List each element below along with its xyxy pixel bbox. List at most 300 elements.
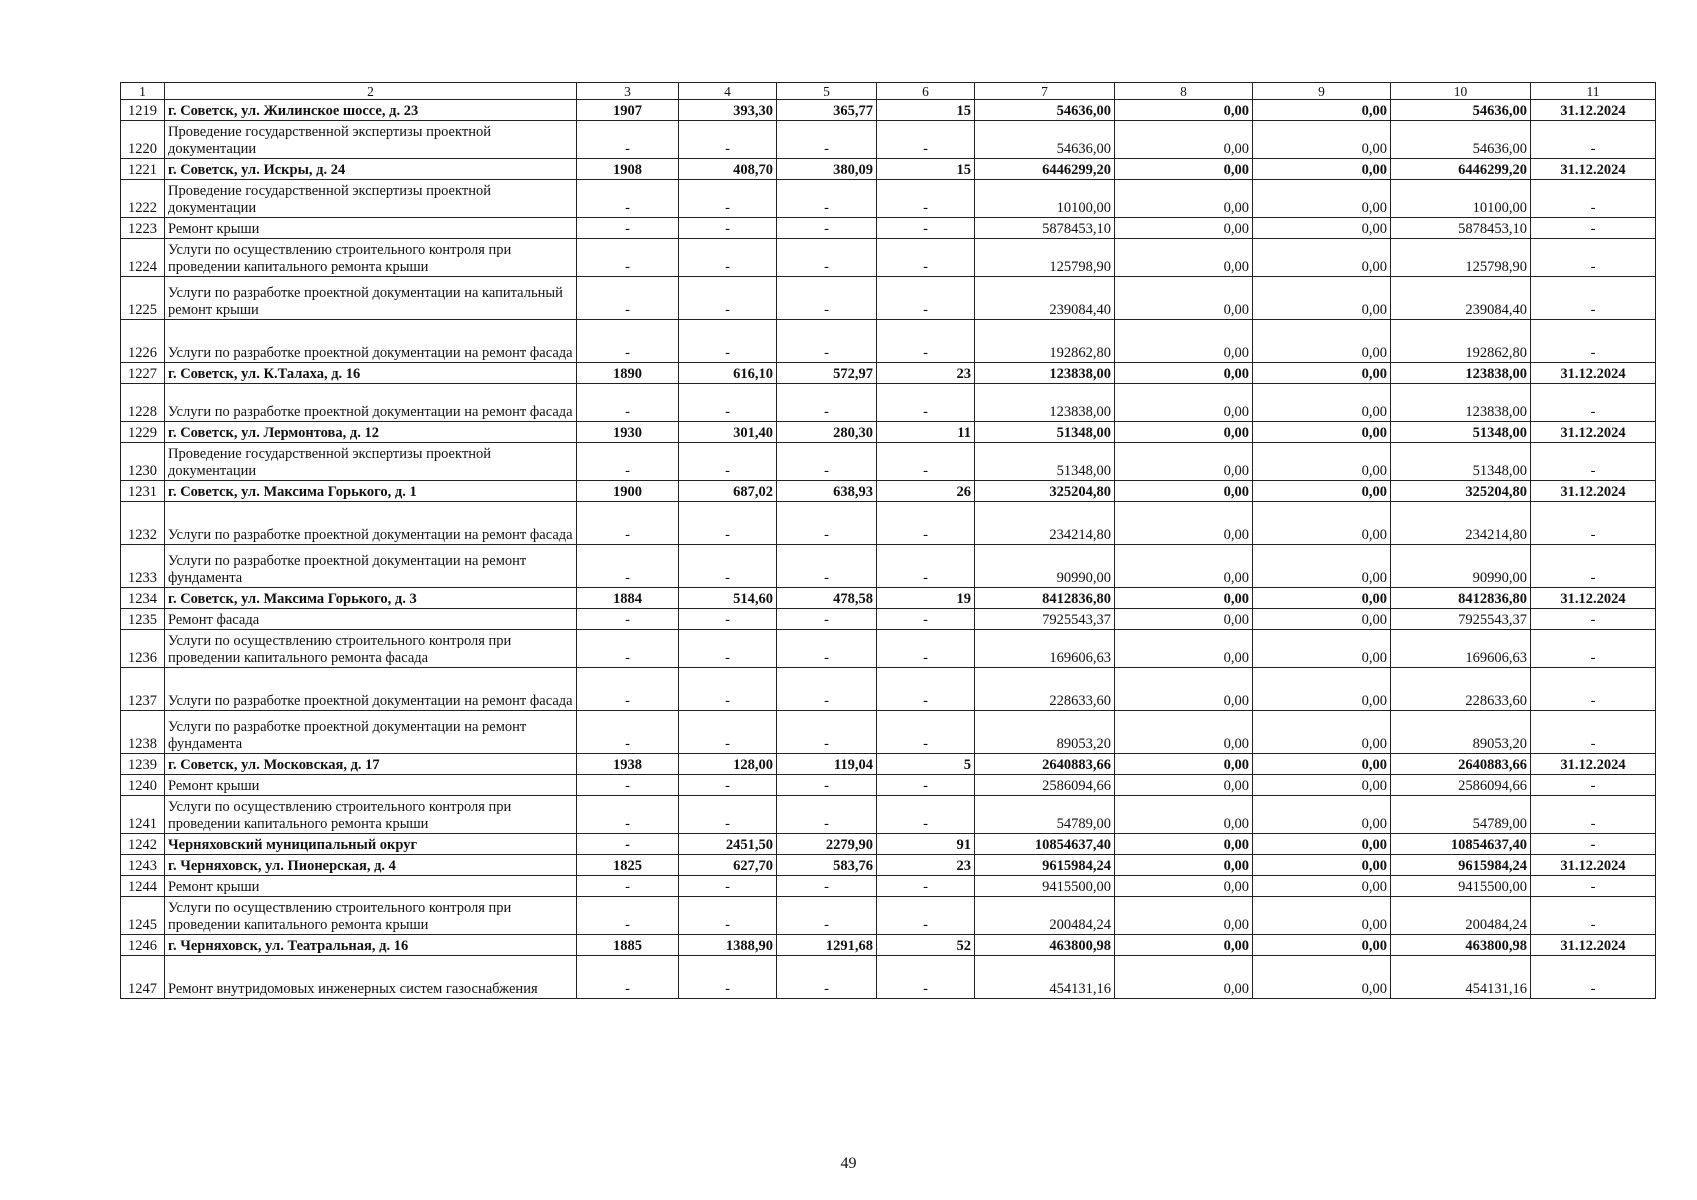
budget-cost-cell: 0,00 bbox=[1253, 796, 1391, 834]
total-area-cell: - bbox=[679, 630, 777, 668]
header-cell: 3 bbox=[577, 83, 679, 100]
deadline-cell: 31.12.2024 bbox=[1531, 481, 1656, 502]
residents-cell: 5 bbox=[877, 754, 975, 775]
table-row bbox=[121, 384, 1656, 422]
object-name-cell: Ремонт крыши bbox=[165, 876, 577, 897]
deadline-cell: - bbox=[1531, 277, 1656, 320]
living-area-cell: - bbox=[777, 277, 877, 320]
living-area-cell: - bbox=[777, 876, 877, 897]
object-name-cell: Услуги по разработке проектной документации на ремонт фасада bbox=[165, 384, 577, 422]
total-cost-cell: 8412836,80 bbox=[975, 588, 1115, 609]
living-area-cell: - bbox=[777, 180, 877, 218]
living-area-cell: - bbox=[777, 711, 877, 754]
residents-cell: 91 bbox=[877, 834, 975, 855]
fund-cost-cell: 0,00 bbox=[1115, 422, 1253, 443]
total-area-cell: 393,30 bbox=[679, 100, 777, 121]
object-name-cell: г. Советск, ул. Максима Горького, д. 3 bbox=[165, 588, 577, 609]
living-area-cell: - bbox=[777, 121, 877, 159]
total-cost-cell: 463800,98 bbox=[975, 935, 1115, 956]
owners-cost-cell: 2640883,66 bbox=[1391, 754, 1531, 775]
budget-cost-cell: 0,00 bbox=[1253, 443, 1391, 481]
year-cell: 1900 bbox=[577, 481, 679, 502]
owners-cost-cell: 123838,00 bbox=[1391, 384, 1531, 422]
header-cell: 4 bbox=[679, 83, 777, 100]
residents-cell: - bbox=[877, 668, 975, 711]
budget-cost-cell: 0,00 bbox=[1253, 100, 1391, 121]
budget-cost-cell: 0,00 bbox=[1253, 422, 1391, 443]
row-number-cell: 1238 bbox=[121, 711, 165, 754]
owners-cost-cell: 325204,80 bbox=[1391, 481, 1531, 502]
object-name-cell: г. Советск, ул. Искры, д. 24 bbox=[165, 159, 577, 180]
fund-cost-cell: 0,00 bbox=[1115, 609, 1253, 630]
residents-cell: 11 bbox=[877, 422, 975, 443]
living-area-cell: - bbox=[777, 897, 877, 935]
year-cell: 1930 bbox=[577, 422, 679, 443]
total-cost-cell: 325204,80 bbox=[975, 481, 1115, 502]
budget-cost-cell: 0,00 bbox=[1253, 481, 1391, 502]
deadline-cell: - bbox=[1531, 630, 1656, 668]
table-row bbox=[121, 834, 1656, 855]
table-row bbox=[121, 443, 1656, 481]
living-area-cell: - bbox=[777, 320, 877, 363]
row-number-cell: 1237 bbox=[121, 668, 165, 711]
object-name-cell: Услуги по разработке проектной документации на ремонт фасада bbox=[165, 502, 577, 545]
total-area-cell: - bbox=[679, 775, 777, 796]
fund-cost-cell: 0,00 bbox=[1115, 180, 1253, 218]
living-area-cell: - bbox=[777, 239, 877, 277]
total-area-cell: - bbox=[679, 545, 777, 588]
object-name-cell: Услуги по осуществлению строительного контроля при проведении капитального ремонта фасада bbox=[165, 630, 577, 668]
total-area-cell: - bbox=[679, 711, 777, 754]
total-area-cell: 2451,50 bbox=[679, 834, 777, 855]
total-cost-cell: 7925543,37 bbox=[975, 609, 1115, 630]
header-cell: 10 bbox=[1391, 83, 1531, 100]
deadline-cell: - bbox=[1531, 443, 1656, 481]
fund-cost-cell: 0,00 bbox=[1115, 218, 1253, 239]
residents-cell: - bbox=[877, 384, 975, 422]
table-row bbox=[121, 668, 1656, 711]
object-name-cell: Ремонт внутридомовых инженерных систем газоснабжения bbox=[165, 956, 577, 999]
fund-cost-cell: 0,00 bbox=[1115, 363, 1253, 384]
row-number-cell: 1235 bbox=[121, 609, 165, 630]
total-area-cell: - bbox=[679, 239, 777, 277]
total-area-cell: 616,10 bbox=[679, 363, 777, 384]
header-cell: 1 bbox=[121, 83, 165, 100]
budget-cost-cell: 0,00 bbox=[1253, 180, 1391, 218]
total-cost-cell: 54636,00 bbox=[975, 121, 1115, 159]
total-area-cell: - bbox=[679, 668, 777, 711]
object-name-cell: г. Черняховск, ул. Театральная, д. 16 bbox=[165, 935, 577, 956]
budget-cost-cell: 0,00 bbox=[1253, 363, 1391, 384]
owners-cost-cell: 239084,40 bbox=[1391, 277, 1531, 320]
fund-cost-cell: 0,00 bbox=[1115, 754, 1253, 775]
year-cell: - bbox=[577, 796, 679, 834]
deadline-cell: 31.12.2024 bbox=[1531, 588, 1656, 609]
year-cell: 1825 bbox=[577, 855, 679, 876]
row-number-cell: 1223 bbox=[121, 218, 165, 239]
owners-cost-cell: 123838,00 bbox=[1391, 363, 1531, 384]
budget-cost-cell: 0,00 bbox=[1253, 384, 1391, 422]
row-number-cell: 1225 bbox=[121, 277, 165, 320]
year-cell: 1938 bbox=[577, 754, 679, 775]
residents-cell: - bbox=[877, 775, 975, 796]
object-name-cell: г. Советск, ул. К.Талаха, д. 16 bbox=[165, 363, 577, 384]
deadline-cell: - bbox=[1531, 180, 1656, 218]
table-row bbox=[121, 218, 1656, 239]
row-number-cell: 1247 bbox=[121, 956, 165, 999]
year-cell: - bbox=[577, 502, 679, 545]
row-number-cell: 1221 bbox=[121, 159, 165, 180]
object-name-cell: Услуги по осуществлению строительного контроля при проведении капитального ремонта крыши bbox=[165, 239, 577, 277]
year-cell: - bbox=[577, 876, 679, 897]
fund-cost-cell: 0,00 bbox=[1115, 320, 1253, 363]
year-cell: - bbox=[577, 121, 679, 159]
total-cost-cell: 2586094,66 bbox=[975, 775, 1115, 796]
fund-cost-cell: 0,00 bbox=[1115, 935, 1253, 956]
residents-cell: - bbox=[877, 239, 975, 277]
living-area-cell: - bbox=[777, 668, 877, 711]
deadline-cell: - bbox=[1531, 218, 1656, 239]
budget-cost-cell: 0,00 bbox=[1253, 956, 1391, 999]
year-cell: - bbox=[577, 384, 679, 422]
table-row bbox=[121, 855, 1656, 876]
residents-cell: - bbox=[877, 443, 975, 481]
table-row bbox=[121, 545, 1656, 588]
total-cost-cell: 54636,00 bbox=[975, 100, 1115, 121]
row-number-cell: 1233 bbox=[121, 545, 165, 588]
fund-cost-cell: 0,00 bbox=[1115, 834, 1253, 855]
total-cost-cell: 454131,16 bbox=[975, 956, 1115, 999]
object-name-cell: Услуги по осуществлению строительного контроля при проведении капитального ремонта крыши bbox=[165, 796, 577, 834]
total-area-cell: 301,40 bbox=[679, 422, 777, 443]
fund-cost-cell: 0,00 bbox=[1115, 121, 1253, 159]
budget-cost-cell: 0,00 bbox=[1253, 855, 1391, 876]
living-area-cell: 365,77 bbox=[777, 100, 877, 121]
table-row bbox=[121, 239, 1656, 277]
living-area-cell: - bbox=[777, 956, 877, 999]
object-name-cell: Услуги по разработке проектной документации на ремонт фундамента bbox=[165, 711, 577, 754]
residents-cell: - bbox=[877, 956, 975, 999]
year-cell: - bbox=[577, 443, 679, 481]
object-name-cell: Проведение государственной экспертизы проектной документации bbox=[165, 443, 577, 481]
table-row bbox=[121, 180, 1656, 218]
budget-cost-cell: 0,00 bbox=[1253, 239, 1391, 277]
year-cell: - bbox=[577, 956, 679, 999]
deadline-cell: - bbox=[1531, 775, 1656, 796]
total-area-cell: - bbox=[679, 320, 777, 363]
living-area-cell: 2279,90 bbox=[777, 834, 877, 855]
total-area-cell: - bbox=[679, 796, 777, 834]
living-area-cell: - bbox=[777, 796, 877, 834]
budget-cost-cell: 0,00 bbox=[1253, 876, 1391, 897]
row-number-cell: 1224 bbox=[121, 239, 165, 277]
table-row bbox=[121, 935, 1656, 956]
fund-cost-cell: 0,00 bbox=[1115, 384, 1253, 422]
deadline-cell: - bbox=[1531, 609, 1656, 630]
deadline-cell: 31.12.2024 bbox=[1531, 422, 1656, 443]
budget-cost-cell: 0,00 bbox=[1253, 545, 1391, 588]
owners-cost-cell: 125798,90 bbox=[1391, 239, 1531, 277]
owners-cost-cell: 8412836,80 bbox=[1391, 588, 1531, 609]
residents-cell: - bbox=[877, 502, 975, 545]
year-cell: - bbox=[577, 320, 679, 363]
year-cell: - bbox=[577, 180, 679, 218]
total-area-cell: - bbox=[679, 956, 777, 999]
deadline-cell: 31.12.2024 bbox=[1531, 754, 1656, 775]
total-cost-cell: 192862,80 bbox=[975, 320, 1115, 363]
owners-cost-cell: 169606,63 bbox=[1391, 630, 1531, 668]
year-cell: - bbox=[577, 775, 679, 796]
year-cell: 1884 bbox=[577, 588, 679, 609]
living-area-cell: 1291,68 bbox=[777, 935, 877, 956]
object-name-cell: Услуги по разработке проектной документации на ремонт фасада bbox=[165, 668, 577, 711]
header-cell: 9 bbox=[1253, 83, 1391, 100]
total-cost-cell: 2640883,66 bbox=[975, 754, 1115, 775]
budget-cost-cell: 0,00 bbox=[1253, 121, 1391, 159]
fund-cost-cell: 0,00 bbox=[1115, 545, 1253, 588]
owners-cost-cell: 51348,00 bbox=[1391, 422, 1531, 443]
table-body bbox=[121, 100, 1656, 999]
fund-cost-cell: 0,00 bbox=[1115, 775, 1253, 796]
residents-cell: 23 bbox=[877, 855, 975, 876]
living-area-cell: - bbox=[777, 443, 877, 481]
budget-cost-cell: 0,00 bbox=[1253, 935, 1391, 956]
living-area-cell: 638,93 bbox=[777, 481, 877, 502]
table-row bbox=[121, 796, 1656, 834]
total-cost-cell: 54789,00 bbox=[975, 796, 1115, 834]
row-number-cell: 1243 bbox=[121, 855, 165, 876]
total-area-cell: - bbox=[679, 218, 777, 239]
table-row bbox=[121, 630, 1656, 668]
owners-cost-cell: 463800,98 bbox=[1391, 935, 1531, 956]
year-cell: - bbox=[577, 609, 679, 630]
living-area-cell: - bbox=[777, 545, 877, 588]
total-cost-cell: 5878453,10 bbox=[975, 218, 1115, 239]
owners-cost-cell: 10854637,40 bbox=[1391, 834, 1531, 855]
object-name-cell: Проведение государственной экспертизы проектной документации bbox=[165, 121, 577, 159]
total-area-cell: - bbox=[679, 609, 777, 630]
deadline-cell: 31.12.2024 bbox=[1531, 100, 1656, 121]
living-area-cell: - bbox=[777, 630, 877, 668]
budget-cost-cell: 0,00 bbox=[1253, 502, 1391, 545]
total-cost-cell: 6446299,20 bbox=[975, 159, 1115, 180]
residents-cell: 15 bbox=[877, 159, 975, 180]
total-area-cell: - bbox=[679, 384, 777, 422]
owners-cost-cell: 51348,00 bbox=[1391, 443, 1531, 481]
table-row bbox=[121, 588, 1656, 609]
residents-cell: - bbox=[877, 320, 975, 363]
year-cell: - bbox=[577, 834, 679, 855]
capital-repair-table bbox=[120, 82, 1656, 999]
owners-cost-cell: 234214,80 bbox=[1391, 502, 1531, 545]
residents-cell: - bbox=[877, 121, 975, 159]
budget-cost-cell: 0,00 bbox=[1253, 668, 1391, 711]
total-cost-cell: 10100,00 bbox=[975, 180, 1115, 218]
residents-cell: - bbox=[877, 218, 975, 239]
object-name-cell: Черняховский муниципальный округ bbox=[165, 834, 577, 855]
year-cell: 1885 bbox=[577, 935, 679, 956]
deadline-cell: - bbox=[1531, 796, 1656, 834]
total-cost-cell: 51348,00 bbox=[975, 443, 1115, 481]
total-area-cell: - bbox=[679, 502, 777, 545]
total-cost-cell: 9615984,24 bbox=[975, 855, 1115, 876]
fund-cost-cell: 0,00 bbox=[1115, 239, 1253, 277]
total-area-cell: - bbox=[679, 277, 777, 320]
table-row bbox=[121, 363, 1656, 384]
total-cost-cell: 200484,24 bbox=[975, 897, 1115, 935]
header-cell: 2 bbox=[165, 83, 577, 100]
total-area-cell: 408,70 bbox=[679, 159, 777, 180]
fund-cost-cell: 0,00 bbox=[1115, 277, 1253, 320]
row-number-cell: 1246 bbox=[121, 935, 165, 956]
deadline-cell: - bbox=[1531, 384, 1656, 422]
object-name-cell: Проведение государственной экспертизы проектной документации bbox=[165, 180, 577, 218]
deadline-cell: - bbox=[1531, 711, 1656, 754]
table-row bbox=[121, 609, 1656, 630]
living-area-cell: 119,04 bbox=[777, 754, 877, 775]
document-sheet bbox=[120, 82, 1655, 999]
object-name-cell: Услуги по разработке проектной документации на ремонт фундамента bbox=[165, 545, 577, 588]
fund-cost-cell: 0,00 bbox=[1115, 796, 1253, 834]
owners-cost-cell: 10100,00 bbox=[1391, 180, 1531, 218]
header-cell: 7 bbox=[975, 83, 1115, 100]
budget-cost-cell: 0,00 bbox=[1253, 754, 1391, 775]
total-cost-cell: 9415500,00 bbox=[975, 876, 1115, 897]
row-number-cell: 1241 bbox=[121, 796, 165, 834]
table-row bbox=[121, 121, 1656, 159]
year-cell: 1907 bbox=[577, 100, 679, 121]
fund-cost-cell: 0,00 bbox=[1115, 159, 1253, 180]
living-area-cell: 280,30 bbox=[777, 422, 877, 443]
table-row bbox=[121, 481, 1656, 502]
table-row bbox=[121, 897, 1656, 935]
row-number-cell: 1228 bbox=[121, 384, 165, 422]
object-name-cell: Услуги по разработке проектной документации на капитальный ремонт крыши bbox=[165, 277, 577, 320]
header-cell: 8 bbox=[1115, 83, 1253, 100]
table-row bbox=[121, 956, 1656, 999]
total-cost-cell: 123838,00 bbox=[975, 384, 1115, 422]
table-row bbox=[121, 711, 1656, 754]
year-cell: - bbox=[577, 545, 679, 588]
header-cell: 5 bbox=[777, 83, 877, 100]
deadline-cell: - bbox=[1531, 121, 1656, 159]
total-area-cell: 1388,90 bbox=[679, 935, 777, 956]
fund-cost-cell: 0,00 bbox=[1115, 588, 1253, 609]
budget-cost-cell: 0,00 bbox=[1253, 588, 1391, 609]
owners-cost-cell: 90990,00 bbox=[1391, 545, 1531, 588]
deadline-cell: 31.12.2024 bbox=[1531, 935, 1656, 956]
header-cell: 11 bbox=[1531, 83, 1656, 100]
table-row bbox=[121, 159, 1656, 180]
living-area-cell: - bbox=[777, 609, 877, 630]
owners-cost-cell: 2586094,66 bbox=[1391, 775, 1531, 796]
fund-cost-cell: 0,00 bbox=[1115, 956, 1253, 999]
deadline-cell: - bbox=[1531, 668, 1656, 711]
residents-cell: 15 bbox=[877, 100, 975, 121]
owners-cost-cell: 192862,80 bbox=[1391, 320, 1531, 363]
living-area-cell: - bbox=[777, 775, 877, 796]
fund-cost-cell: 0,00 bbox=[1115, 100, 1253, 121]
row-number-cell: 1236 bbox=[121, 630, 165, 668]
total-area-cell: - bbox=[679, 876, 777, 897]
owners-cost-cell: 54636,00 bbox=[1391, 121, 1531, 159]
owners-cost-cell: 6446299,20 bbox=[1391, 159, 1531, 180]
header-cell: 6 bbox=[877, 83, 975, 100]
year-cell: - bbox=[577, 630, 679, 668]
total-cost-cell: 123838,00 bbox=[975, 363, 1115, 384]
object-name-cell: Ремонт фасада bbox=[165, 609, 577, 630]
row-number-cell: 1222 bbox=[121, 180, 165, 218]
row-number-cell: 1231 bbox=[121, 481, 165, 502]
row-number-cell: 1226 bbox=[121, 320, 165, 363]
living-area-cell: - bbox=[777, 218, 877, 239]
owners-cost-cell: 200484,24 bbox=[1391, 897, 1531, 935]
budget-cost-cell: 0,00 bbox=[1253, 897, 1391, 935]
total-cost-cell: 239084,40 bbox=[975, 277, 1115, 320]
fund-cost-cell: 0,00 bbox=[1115, 443, 1253, 481]
living-area-cell: - bbox=[777, 502, 877, 545]
deadline-cell: - bbox=[1531, 876, 1656, 897]
residents-cell: - bbox=[877, 545, 975, 588]
table-row bbox=[121, 502, 1656, 545]
object-name-cell: г. Советск, ул. Жилинское шоссе, д. 23 bbox=[165, 100, 577, 121]
budget-cost-cell: 0,00 bbox=[1253, 834, 1391, 855]
row-number-cell: 1230 bbox=[121, 443, 165, 481]
total-area-cell: 514,60 bbox=[679, 588, 777, 609]
total-cost-cell: 125798,90 bbox=[975, 239, 1115, 277]
table-row bbox=[121, 100, 1656, 121]
total-cost-cell: 234214,80 bbox=[975, 502, 1115, 545]
living-area-cell: 478,58 bbox=[777, 588, 877, 609]
total-cost-cell: 169606,63 bbox=[975, 630, 1115, 668]
deadline-cell: 31.12.2024 bbox=[1531, 855, 1656, 876]
deadline-cell: - bbox=[1531, 320, 1656, 363]
fund-cost-cell: 0,00 bbox=[1115, 668, 1253, 711]
owners-cost-cell: 9615984,24 bbox=[1391, 855, 1531, 876]
residents-cell: - bbox=[877, 796, 975, 834]
row-number-cell: 1227 bbox=[121, 363, 165, 384]
deadline-cell: - bbox=[1531, 502, 1656, 545]
total-cost-cell: 10854637,40 bbox=[975, 834, 1115, 855]
year-cell: - bbox=[577, 668, 679, 711]
fund-cost-cell: 0,00 bbox=[1115, 630, 1253, 668]
residents-cell: 26 bbox=[877, 481, 975, 502]
owners-cost-cell: 9415500,00 bbox=[1391, 876, 1531, 897]
deadline-cell: - bbox=[1531, 834, 1656, 855]
year-cell: - bbox=[577, 277, 679, 320]
table-row bbox=[121, 775, 1656, 796]
object-name-cell: г. Советск, ул. Лермонтова, д. 12 bbox=[165, 422, 577, 443]
budget-cost-cell: 0,00 bbox=[1253, 630, 1391, 668]
living-area-cell: - bbox=[777, 384, 877, 422]
deadline-cell: - bbox=[1531, 239, 1656, 277]
fund-cost-cell: 0,00 bbox=[1115, 502, 1253, 545]
budget-cost-cell: 0,00 bbox=[1253, 320, 1391, 363]
budget-cost-cell: 0,00 bbox=[1253, 277, 1391, 320]
year-cell: - bbox=[577, 218, 679, 239]
owners-cost-cell: 454131,16 bbox=[1391, 956, 1531, 999]
year-cell: 1908 bbox=[577, 159, 679, 180]
budget-cost-cell: 0,00 bbox=[1253, 711, 1391, 754]
row-number-cell: 1229 bbox=[121, 422, 165, 443]
row-number-cell: 1239 bbox=[121, 754, 165, 775]
owners-cost-cell: 54636,00 bbox=[1391, 100, 1531, 121]
budget-cost-cell: 0,00 bbox=[1253, 159, 1391, 180]
residents-cell: - bbox=[877, 630, 975, 668]
object-name-cell: г. Советск, ул. Максима Горького, д. 1 bbox=[165, 481, 577, 502]
deadline-cell: - bbox=[1531, 897, 1656, 935]
row-number-cell: 1245 bbox=[121, 897, 165, 935]
